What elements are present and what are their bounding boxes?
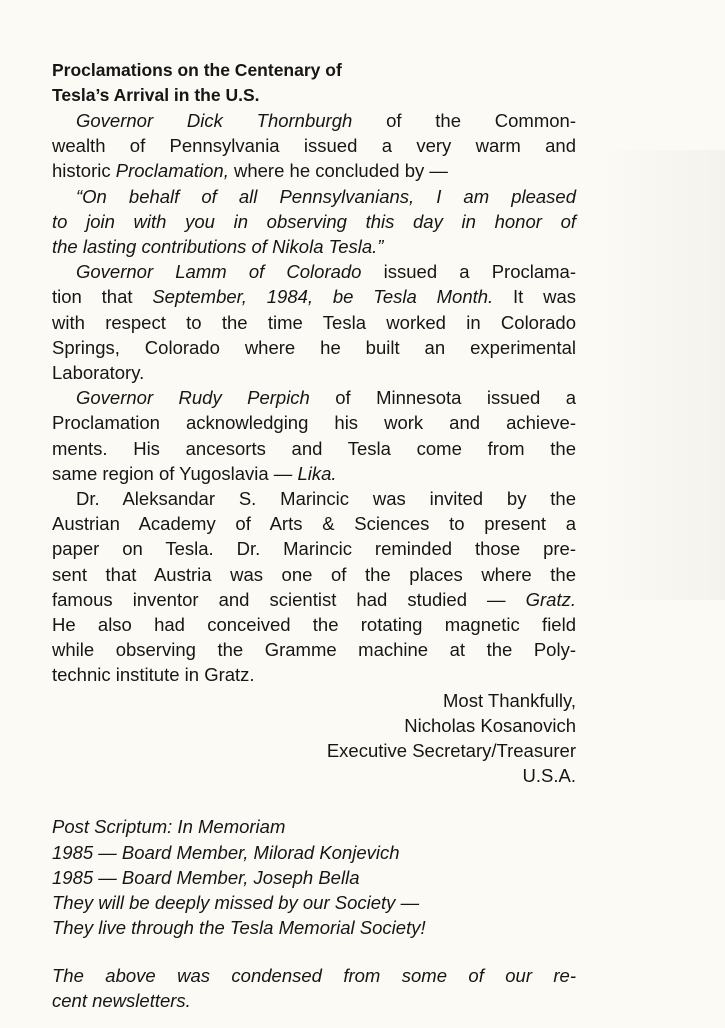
- note-line: The above was condensed from some of our re-: [52, 964, 576, 986]
- text-line: wealth of Pennsylvania issued a very warm and: [52, 135, 576, 157]
- text-run: of Minnesota issued a: [309, 387, 577, 409]
- text-run: historic: [52, 160, 116, 182]
- text-line: while observing the Gramme machine at the Poly-: [52, 639, 576, 661]
- note-line: cent newsletters.: [52, 989, 191, 1011]
- text-line: Austrian Academy of Arts & Sciences to present a: [52, 513, 576, 535]
- text-line: Laboratory.: [52, 362, 145, 384]
- paragraph-minnesota: [52, 385, 576, 486]
- text-line: Dr. Aleksandar S. Marincic was invited by the: [76, 488, 576, 510]
- text-line: “On behalf of all Pennsylvanians, I am pleased: [76, 185, 576, 207]
- text-run: where he concluded by —: [228, 160, 448, 182]
- condensed-note: [52, 963, 576, 1013]
- text-run: of the Common-: [352, 110, 576, 131]
- paragraph-austria: [52, 486, 576, 688]
- heading-line: Tesla’s Arrival in the U.S.: [52, 85, 260, 105]
- text-line: Proclamation acknowledging his work and achieve-: [52, 412, 576, 434]
- text-line: [52, 587, 576, 612]
- signer-name: Nicholas Kosanovich: [404, 714, 576, 736]
- text-line: sent that Austria was one of the places where the: [52, 563, 576, 585]
- text-run: tion that: [52, 286, 153, 308]
- signature-block: [52, 688, 576, 789]
- text-run: Proclamation,: [115, 160, 229, 182]
- text-line: ments. His ancesorts and Tesla come from the: [52, 437, 576, 459]
- heading-line: Proclamations on the Centenary of: [52, 60, 342, 80]
- postscript-line: 1985 — Board Member, Joseph Bella: [52, 866, 360, 888]
- article-body: [52, 58, 576, 1013]
- signer-title: Executive Secretary/Treasurer: [326, 740, 576, 762]
- postscript-line: They will be deeply missed by our Society —: [52, 892, 420, 914]
- text-line: [52, 158, 576, 183]
- postscript-line: Post Scriptum: In Memoriam: [52, 816, 286, 838]
- postscript-line: They live through the Tesla Memorial Society!: [52, 917, 426, 939]
- text-run: issued a Proclama-: [361, 261, 576, 283]
- text-line: the lasting contributions of Nikola Tesla.”: [52, 236, 384, 258]
- signer-country: U.S.A.: [522, 765, 576, 787]
- paragraph-colorado: [52, 259, 576, 385]
- text-run: It was: [493, 286, 576, 308]
- quote-paragraph: [52, 184, 576, 260]
- paragraph-pennsylvania: [52, 108, 576, 184]
- text-line: [52, 108, 576, 133]
- text-line: Springs, Colorado where he built an experimental: [52, 336, 576, 358]
- text-line: with respect to the time Tesla worked in Colorado: [52, 311, 576, 333]
- text-line: technic institute in Gratz.: [52, 664, 255, 686]
- governor-name: Governor Lamm of Colorado: [76, 261, 362, 283]
- text-line: paper on Tesla. Dr. Marincic reminded those pre-: [52, 538, 576, 560]
- text-line: [52, 461, 576, 486]
- text-line: [52, 284, 576, 309]
- text-line: [52, 385, 576, 410]
- text-line: [52, 259, 576, 284]
- postscript-line: 1985 — Board Member, Milorad Konjevich: [52, 841, 400, 863]
- closing: Most Thankfully,: [443, 689, 576, 711]
- article-heading: [52, 58, 576, 108]
- text-line: to join with you in observing this day in honor of: [52, 210, 576, 232]
- text-run: September, 1984, be Tesla Month.: [152, 286, 494, 308]
- postscript: [52, 814, 576, 940]
- text-run: famous inventor and scientist had studied —: [52, 588, 526, 610]
- text-run: Lika.: [297, 462, 337, 484]
- text-run: same region of Yugoslavia —: [52, 462, 298, 484]
- governor-name: Governor Rudy Perpich: [76, 387, 310, 409]
- text-run: Gratz.: [525, 588, 576, 610]
- bleed-through-shadow: [600, 150, 725, 600]
- text-line: He also had conceived the rotating magnetic field: [52, 614, 576, 636]
- governor-name: Governor Dick Thornburgh: [76, 110, 353, 131]
